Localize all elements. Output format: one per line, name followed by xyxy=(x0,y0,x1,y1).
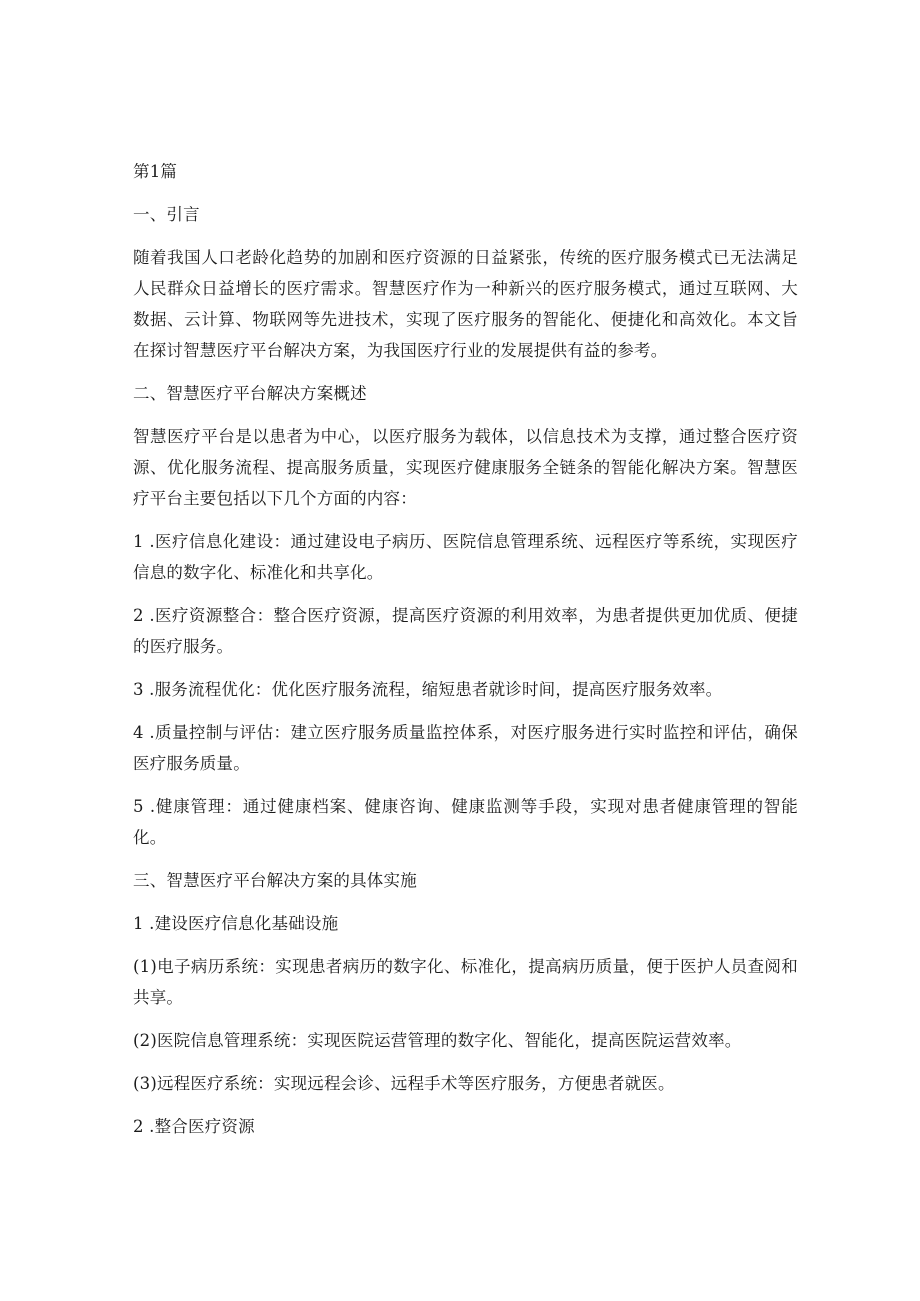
list-item-resource-integration: 2 .医疗资源整合：整合医疗资源，提高医疗资源的利用效率，为患者提供更加优质、便捷的医疗服务。 xyxy=(133,606,798,656)
section-heading-introduction: 一、引言 xyxy=(133,205,200,224)
list-item-informatization: 1 .医疗信息化建设：通过建设电子病历、医院信息管理系统、远程医疗等系统，实现医疗信息的数字化、标准化和共享化。 xyxy=(133,532,798,582)
subsection-heading-infrastructure: 1 .建设医疗信息化基础设施 xyxy=(133,914,339,933)
document-body xyxy=(133,156,798,1154)
list-item-his-system: (2)医院信息管理系统：实现医院运营管理的数字化、智能化，提高医院运营效率。 xyxy=(133,1031,742,1050)
list-item-process-optimization: 3 .服务流程优化：优化医疗服务流程，缩短患者就诊时间，提高医疗服务效率。 xyxy=(133,680,723,699)
list-item-telemedicine-system: (3)远程医疗系统：实现远程会诊、远程手术等医疗服务，方便患者就医。 xyxy=(133,1074,675,1093)
list-item-emr-system: (1)电子病历系统：实现患者病历的数字化、标准化，提高病历质量，便于医护人员查阅和共享。 xyxy=(133,957,798,1007)
document-heading: 第1篇 xyxy=(133,162,178,181)
list-item-health-management: 5 .健康管理：通过健康档案、健康咨询、健康监测等手段，实现对患者健康管理的智能化。 xyxy=(133,797,798,847)
section-heading-implementation: 三、智慧医疗平台解决方案的具体实施 xyxy=(133,871,417,890)
paragraph-overview: 智慧医疗平台是以患者为中心，以医疗服务为载体，以信息技术为支撑，通过整合医疗资源、优化服务流程、提高服务质量，实现医疗健康服务全链条的智能化解决方案。智慧医疗平台主要包括以下几个方面的内容： xyxy=(133,427,798,508)
subsection-heading-resource-integration: 2 .整合医疗资源 xyxy=(133,1117,255,1136)
section-heading-overview: 二、智慧医疗平台解决方案概述 xyxy=(133,384,367,403)
paragraph-introduction: 随着我国人口老龄化趋势的加剧和医疗资源的日益紧张，传统的医疗服务模式已无法满足人民群众日益增长的医疗需求。智慧医疗作为一种新兴的医疗服务模式，通过互联网、大数据、云计算、物联网等先进技术，实现了医疗服务的智能化、便捷化和高效化。本文旨在探讨智慧医疗平台解决方案，为我国医疗行业的发展提供有益的参考。 xyxy=(133,248,798,360)
list-item-quality-control: 4 .质量控制与评估：建立医疗服务质量监控体系，对医疗服务进行实时监控和评估，确保医疗服务质量。 xyxy=(133,723,798,773)
